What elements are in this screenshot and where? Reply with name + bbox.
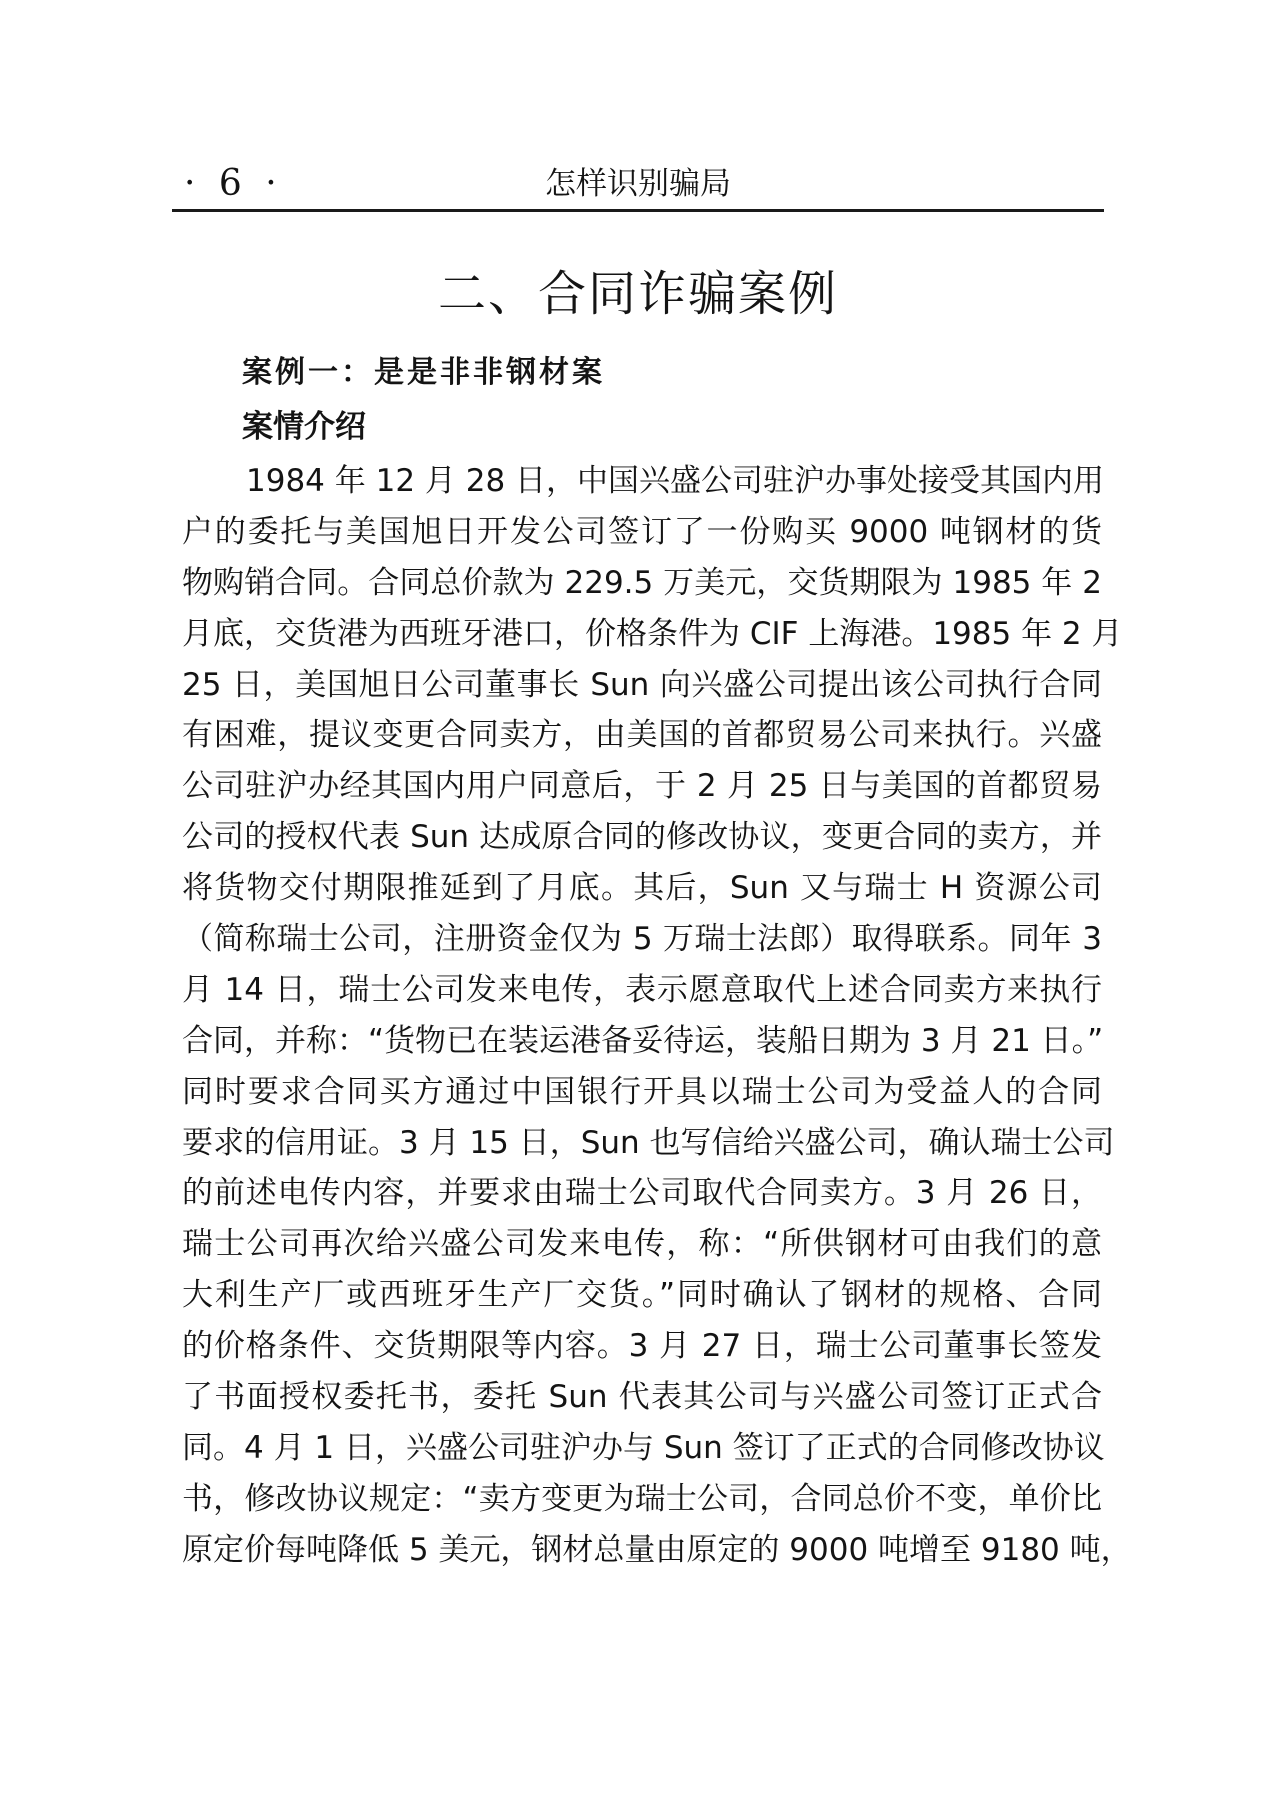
body-line: 物购销合同。合同总价款为 229.5 万美元，交货期限为 1985 年 2 <box>182 564 1102 601</box>
body-line: 户的委托与美国旭日开发公司签订了一份购买 9000 吨钢材的货 <box>182 513 1102 550</box>
body-line: 的前述电传内容，并要求由瑞士公司取代合同卖方。3 月 26 日， <box>182 1175 1102 1212</box>
body-line: 有困难，提议变更合同卖方，由美国的首都贸易公司来执行。兴盛 <box>182 717 1102 754</box>
running-head <box>172 158 1104 210</box>
body-line: 同。4 月 1 日，兴盛公司驻沪办与 Sun 签订了正式的合同修改协议 <box>182 1429 1105 1466</box>
subheading: 案情介绍 <box>242 409 366 445</box>
body-line: 25 日，美国旭日公司董事长 Sun 向兴盛公司提出该公司执行合同 <box>182 666 1102 703</box>
book-title: 怎样识别骗局 <box>545 166 731 202</box>
body-line: 大利生产厂或西班牙生产厂交货。”同时确认了钢材的规格、合同 <box>182 1277 1102 1314</box>
body-line: 瑞士公司再次给兴盛公司发来电传，称：“所供钢材可由我们的意 <box>182 1226 1102 1263</box>
body-line: 了书面授权委托书，委托 Sun 代表其公司与兴盛公司签订正式合 <box>182 1379 1102 1416</box>
body-line: 书，修改协议规定：“卖方变更为瑞士公司，合同总价不变，单价比 <box>182 1480 1102 1517</box>
case-title: 案例一：是是非非钢材案 <box>242 355 605 390</box>
body-line: 同时要求合同买方通过中国银行开具以瑞士公司为受益人的合同 <box>182 1073 1102 1110</box>
body-line: 合同，并称：“货物已在装运港备妥待运，装船日期为 3 月 21 日。” <box>182 1022 1104 1059</box>
body-line: 原定价每吨降低 5 美元，钢材总量由原定的 9000 吨增至 9180 吨， <box>182 1531 1132 1568</box>
body-line: 公司驻沪办经其国内用户同意后，于 2 月 25 日与美国的首都贸易 <box>182 768 1102 805</box>
body-line: 月 14 日，瑞士公司发来电传，表示愿意取代上述合同卖方来执行 <box>182 971 1102 1008</box>
body-line: 的价格条件、交货期限等内容。3 月 27 日，瑞士公司董事长签发 <box>182 1328 1102 1365</box>
header-rule <box>172 209 1104 212</box>
page-number: · 6 · <box>184 163 283 204</box>
body-text <box>182 456 1132 1576</box>
body-line: （简称瑞士公司，注册资金仅为 5 万瑞士法郎）取得联系。同年 3 <box>182 921 1102 958</box>
section-title: 二、合同诈骗案例 <box>437 266 838 322</box>
body-line: 要求的信用证。3 月 15 日，Sun 也写信给兴盛公司，确认瑞士公司 <box>182 1124 1115 1161</box>
body-line: 1984 年 12 月 28 日，中国兴盛公司驻沪办事处接受其国内用 <box>246 463 1105 499</box>
body-line: 将货物交付期限推延到了月底。其后，Sun 又与瑞士 H 资源公司 <box>182 870 1102 907</box>
body-line: 公司的授权代表 Sun 达成原合同的修改协议，变更合同的卖方，并 <box>182 819 1102 856</box>
body-line: 月底，交货港为西班牙港口，价格条件为 CIF 上海港。1985 年 2 月 <box>182 615 1123 652</box>
